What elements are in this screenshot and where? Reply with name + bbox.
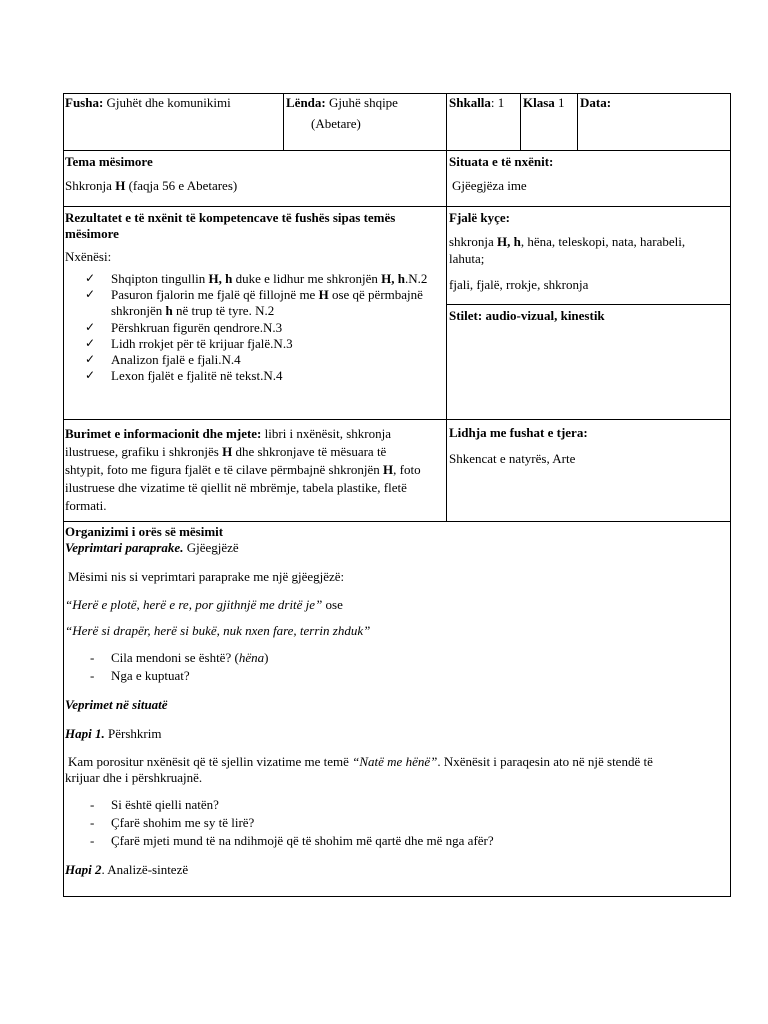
lenda-value: Gjuhë shqipe [328, 95, 398, 110]
lidhja-cell [447, 420, 731, 522]
data-label: Data: [580, 95, 612, 110]
veprimtari-line: Veprimtari paraprake. Gjëegjëzë [65, 540, 239, 556]
klasa-label: Klasa [523, 95, 555, 110]
list-item: ✓ Shqipton tingullin H, h duke e lidhur me shkronjën H, h.N.2 [65, 271, 444, 287]
riddle-2: “Herë si drapër, herë si bukë, nuk nxen fare, terrin zhduk” [65, 623, 371, 638]
rezultatet-cell [63, 207, 447, 420]
hapi1-text-2: krijuar dhe i përshkruajnë. [65, 770, 203, 785]
tema-text-suffix: (faqja 56 e Abetares) [125, 178, 238, 194]
hapi1-questions [65, 796, 728, 850]
tema-text-prefix: Shkronja [65, 178, 116, 194]
klasa-cell [521, 93, 578, 151]
situata-label: Situata e të nxënit: [449, 154, 554, 169]
rezultatet-list [65, 271, 444, 385]
lenda-sub: (Abetare) [311, 116, 361, 132]
stilet-cell [447, 305, 731, 420]
list-item: - Çfarë mjeti mund të na ndihmojë që të shohim më qartë dhe më nga afër? [65, 832, 728, 850]
fjale-kyce-cell [447, 207, 731, 305]
veprimet-label: Veprimet në situatë [65, 697, 168, 713]
tema-label: Tema mësimore [65, 154, 153, 169]
data-cell [578, 93, 731, 151]
list-item: ✓ Lexon fjalët e fjalitë në tekst.N.4 [65, 368, 444, 384]
list-item: - Cila mendoni se është? (hëna) [65, 649, 728, 667]
list-item: ✓ Analizon fjalë e fjali.N.4 [65, 352, 444, 368]
list-item: ✓ Lidh rrokjet për të krijuar fjalë.N.3 [65, 336, 444, 352]
rezultatet-label-1: Rezultatet e të nxënit të kompetencave të fushës sipas temës [65, 210, 396, 225]
lenda-cell [284, 93, 447, 151]
list-item: - Nga e kuptuat? [65, 667, 728, 685]
tema-text-bold: H [115, 178, 126, 194]
organizimi-intro: Mësimi nis si veprimtari paraprake me një gjëegjëzë: [68, 568, 345, 584]
fusha-value: Gjuhët dhe komunikimi [106, 95, 231, 110]
fjale-kyce-line3: fjali, fjalë, rrokje, shkronja [449, 276, 589, 292]
nxenesi-label: Nxënësi: [65, 248, 112, 264]
hapi1-line: Hapi 1. Përshkrim [65, 725, 162, 741]
burimet-text: Burimet e informacionit dhe mjete: libri i nxënësit, shkronja ilustruese, grafiku i shkronjës H dhe shkronjave të mësuara të shtypit, foto me figura fjalët e të cilave përmbajnë shkronjën H, foto ilustruese dhe vizatime të qiellit në mbrëmje, tabela plastike, fletë formati. [65, 426, 421, 513]
situata-cell [447, 151, 731, 207]
fjale-kyce-label: Fjalë kyçe: [449, 210, 511, 225]
organizimi-cell [63, 522, 731, 897]
lidhja-value: Shkencat e natyrës, Arte [449, 451, 576, 467]
list-item: - Si është qielli natën? [65, 796, 728, 814]
riddle-1: “Herë e plotë, herë e re, por gjithnjë me dritë je” ose [65, 596, 343, 612]
burimet-label: Burimet e informacionit dhe mjete: [65, 426, 262, 441]
shkalla-value: : 1 [490, 95, 505, 110]
list-item: - Çfarë shohim me sy të lirë? [65, 814, 728, 832]
shkalla-label: Shkalla [449, 95, 491, 110]
fjale-kyce-line1: shkronja H, h, hëna, teleskopi, nata, harabeli, [449, 234, 686, 250]
stilet-label: Stilet: audio-vizual, kinestik [449, 308, 605, 323]
hapi2-line: Hapi 2. Analizë-sintezë [65, 862, 189, 878]
list-item: ✓ Përshkruan figurën qendrore.N.3 [65, 320, 444, 336]
burimet-cell [63, 420, 447, 522]
lidhja-label: Lidhja me fushat e tjera: [449, 425, 588, 440]
list-item: ✓ Pasuron fjalorin me fjalë që fillojnë me H ose që përmbajnë shkronjën h në trup të tyre. N.2 [65, 287, 444, 320]
fjale-kyce-line2: lahuta; [449, 250, 485, 266]
situata-value: Gjëegjëza ime [452, 178, 527, 194]
tema-cell [63, 151, 447, 207]
lenda-label: Lënda: [286, 95, 326, 110]
rezultatet-label-2: mësimore [65, 226, 119, 242]
riddle-questions [65, 649, 728, 685]
fusha-label: Fusha: [65, 95, 104, 110]
shkalla-cell [447, 93, 521, 151]
fusha-cell [63, 93, 284, 151]
klasa-value: 1 [554, 95, 565, 110]
organizimi-title: Organizimi i orës së mësimit [65, 524, 224, 539]
hapi1-text: Kam porositur nxënësit që të sjellin vizatime me temë “Natë me hënë”. Nxënësit i paraqesin ato në një stendë të [68, 753, 653, 769]
